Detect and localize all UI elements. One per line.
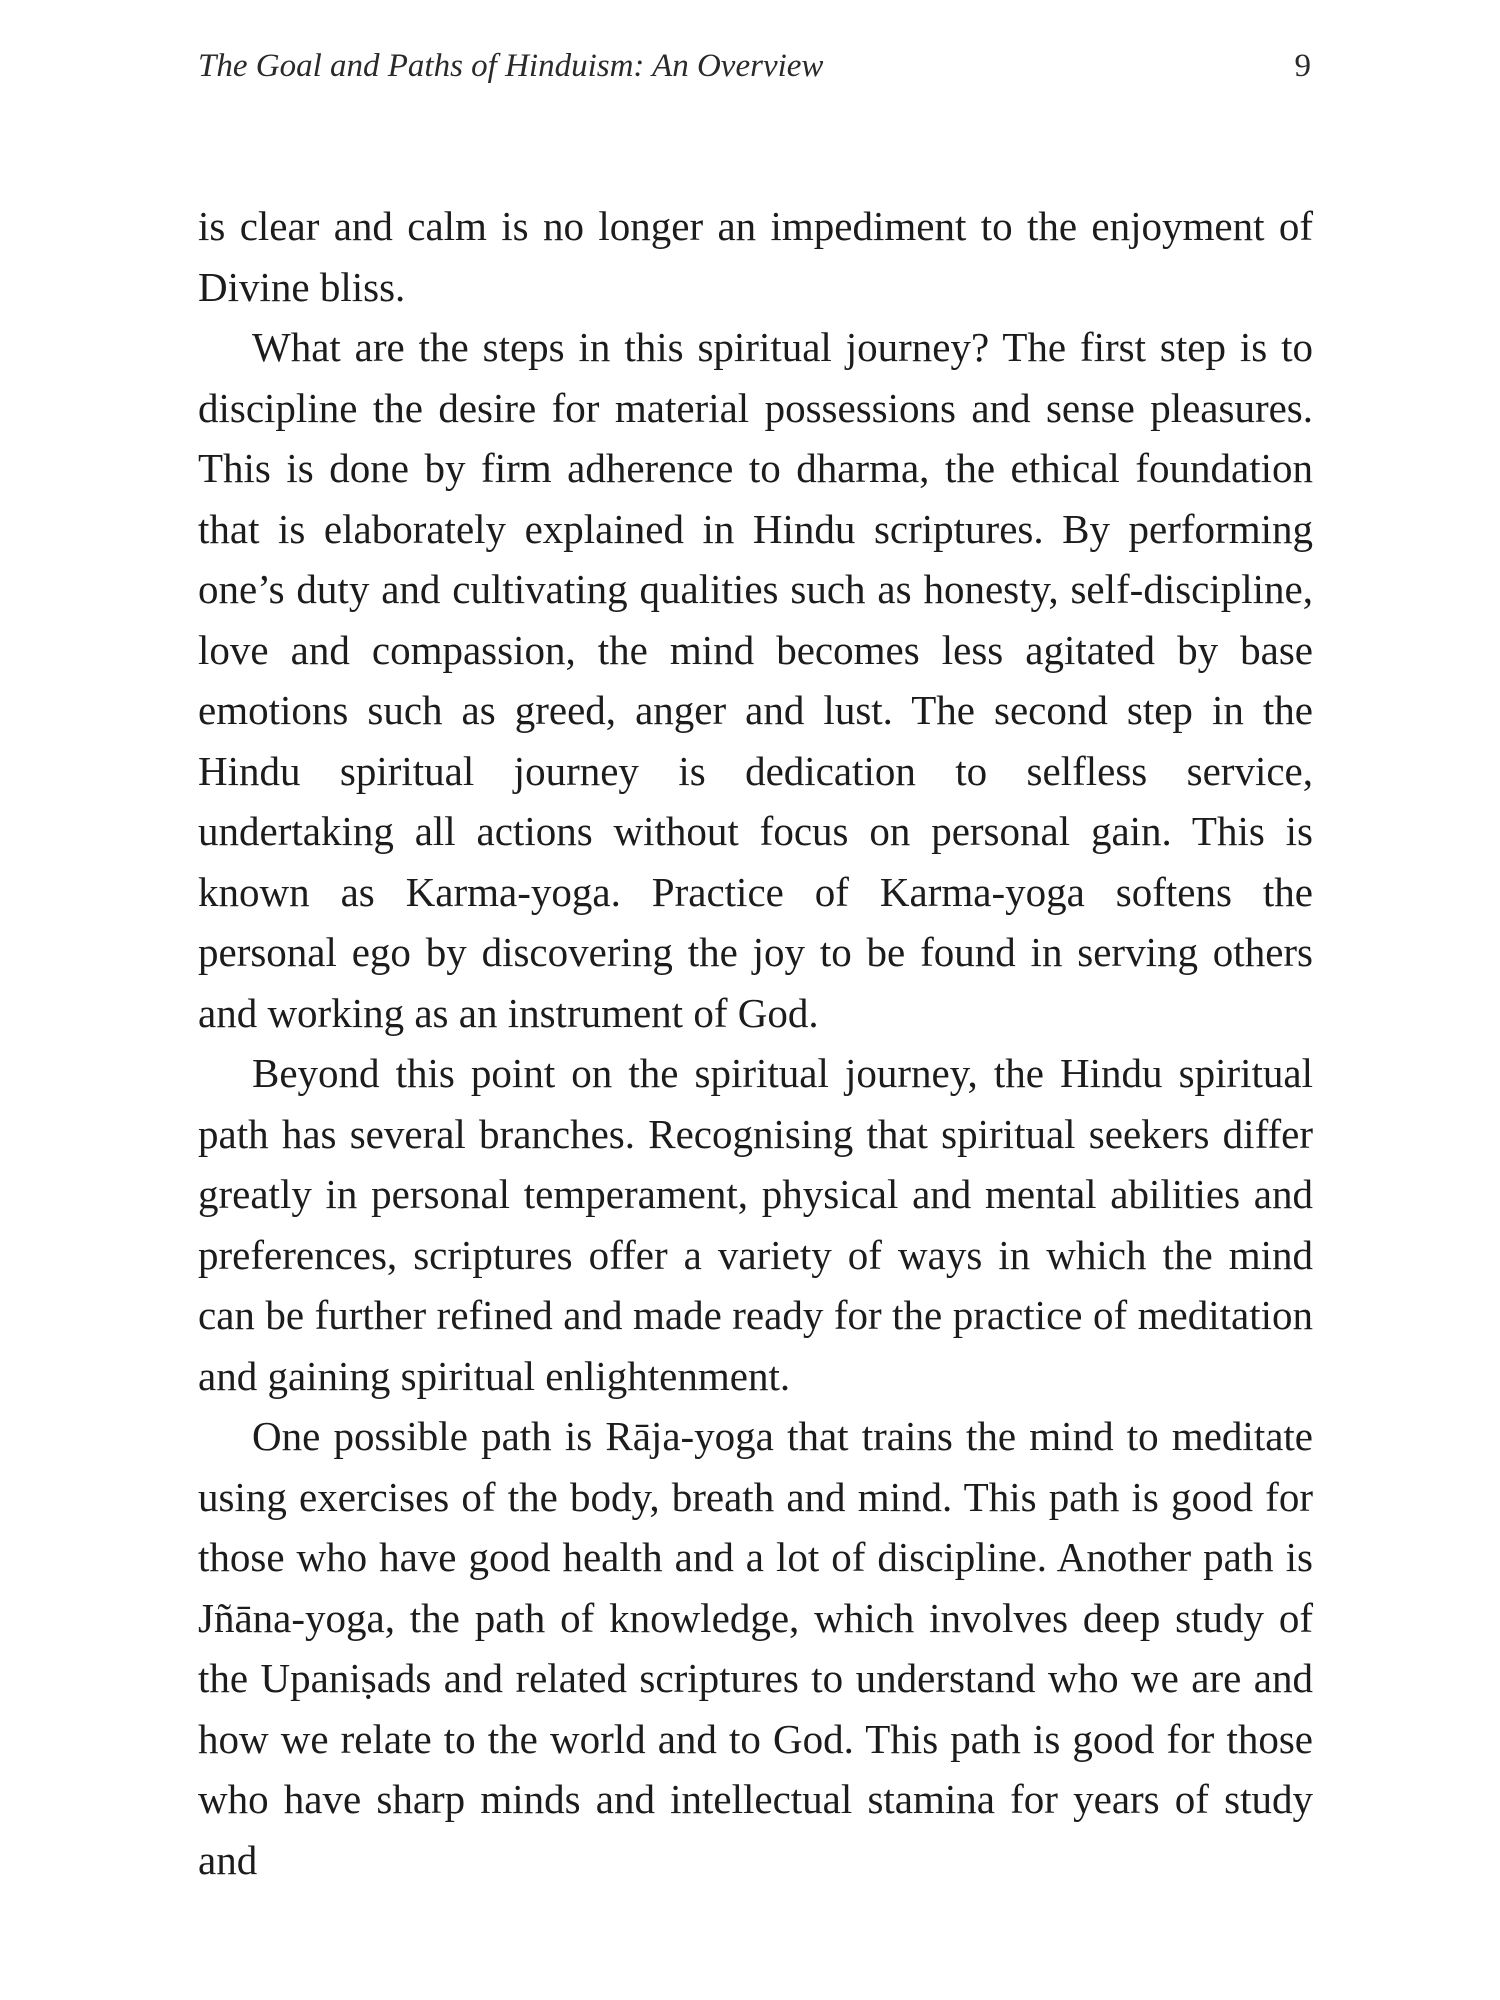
paragraph-spiritual-branches: Beyond this point on the spiritual journey, the Hindu spiritual path has several branches. Recognising that spiritual seekers differ greatly in personal temperament, physical and mental abilities and preferences, scriptures offer a variety of ways in which the mind can be further refined and made ready for the practice of meditation and gaining spiritual enlightenment. <box>198 1050 1313 1399</box>
paragraph-spiritual-steps: What are the steps in this spiritual journey? The first step is to discipline the desire for material possessions and sense pleasures. This is done by firm adherence to dharma, the ethical foundation that is elaborately explained in Hindu scriptures. By performing one’s duty and cultivating qualities such as honesty, self-discipline, love and compassion, the mind becomes less agitated by base emotions such as greed, anger and lust. The second step in the Hindu spiritual journey is dedication to selfless service, undertaking all actions without focus on personal gain. This is known as Karma-yoga. Practice of Karma-yoga softens the personal ego by discovering the joy to be found in serving others and working as an instrument of God. <box>198 324 1313 1036</box>
page-number: 9 <box>1294 48 1311 84</box>
body-text <box>198 196 1313 1890</box>
paragraph-yoga-paths: One possible path is Rāja-yoga that trains the mind to meditate using exercises of the body, breath and mind. This path is good for those who have good health and a lot of discipline. Another path is Jñāna-yoga, the path of knowledge, which involves deep study of the Upaniṣads and related scriptures to understand who we are and how we relate to the world and to God. This path is good for those who have sharp minds and intellectual stamina for years of study and <box>198 1413 1313 1883</box>
book-page <box>198 48 1313 1890</box>
running-header <box>198 48 1313 104</box>
paragraph-continuation: is clear and calm is no longer an impediment to the enjoyment of Divine bliss. <box>198 203 1313 310</box>
running-title: The Goal and Paths of Hinduism: An Overview <box>198 48 824 84</box>
